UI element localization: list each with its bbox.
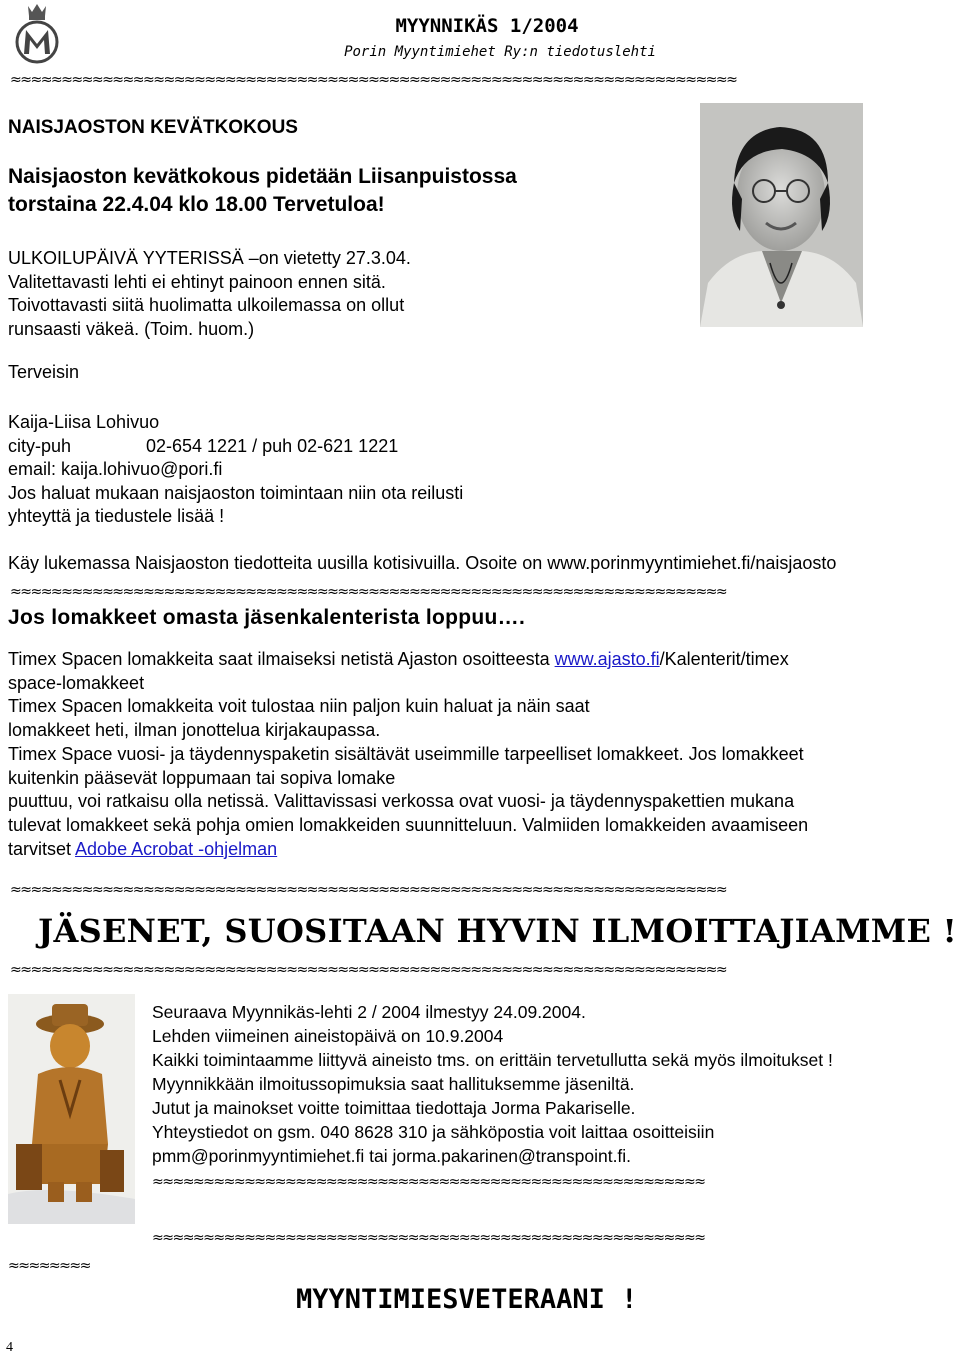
- website-note: Käy lukemassa Naisjaoston tiedotteita uusilla kotisivuilla. Osoite on www.porinmyyntimiehet.fi/naisjaosto: [8, 553, 837, 573]
- text-line: Kaikki toimintaamme liittyvä aineisto tms. on erittäin tervetullutta sekä myös ilmoitukset !: [152, 1050, 833, 1070]
- text-line: kuitenkin pääsevät loppumaan tai sopiva lomake: [8, 767, 396, 788]
- contact-email: email: kaija.lohivuo@pori.fi: [8, 459, 223, 479]
- phone-numbers: 02-654 1221 / puh 02-621 1221: [146, 435, 399, 456]
- contact-block: [8, 411, 708, 529]
- next-issue-info: [152, 1000, 960, 1168]
- text-line: Valitettavasti lehti ei ehtinyt painoon ennen sitä.: [8, 271, 386, 292]
- text-line: yhteyttä ja tiedustele lisää !: [8, 506, 225, 526]
- page-number: 4: [6, 1340, 13, 1355]
- wave-divider: ≈≈≈≈≈≈≈≈≈≈≈≈≈≈≈≈≈≈≈≈≈≈≈≈≈≈≈≈≈≈≈≈≈≈≈≈≈≈≈≈≈≈≈≈≈≈≈≈≈≈≈≈≈≈: [152, 1230, 705, 1246]
- portrait-photo: [700, 103, 863, 327]
- text-segment: Timex Spacen lomakkeita saat ilmaiseksi netistä Ajaston osoitteesta: [8, 649, 555, 669]
- newsletter-title: MYYNNIKÄS 1/2004: [395, 15, 579, 37]
- text-segment: tarvitset: [8, 838, 76, 859]
- text-line: Jos haluat mukaan naisjaoston toimintaan niin ota reilusti: [8, 482, 464, 503]
- wave-divider: ≈≈≈≈≈≈≈≈≈≈≈≈≈≈≈≈≈≈≈≈≈≈≈≈≈≈≈≈≈≈≈≈≈≈≈≈≈≈≈≈≈≈≈≈≈≈≈≈≈≈≈≈≈≈≈≈≈≈≈≈≈≈≈≈≈≈≈≈≈≈: [10, 882, 727, 898]
- text-line: Toivottavasti siitä huolimatta ulkoilemassa on ollut: [8, 295, 405, 315]
- text-line: Timex Spacen lomakkeita voit tulostaa niin paljon kuin haluat ja näin saat: [8, 696, 590, 717]
- greeting: Terveisin: [8, 362, 80, 382]
- text-line: Myynnikkään ilmoitussopimuksia saat hallituksemme jäseniltä.: [152, 1074, 635, 1094]
- calendar-heading: Jos lomakkeet omasta jäsenkalenterista loppuu….: [8, 606, 526, 629]
- wooden-figure-photo: [8, 994, 135, 1224]
- text-line: runsaasti väkeä. (Toim. huom.): [8, 318, 255, 339]
- wave-divider: ≈≈≈≈≈≈≈≈≈≈≈≈≈≈≈≈≈≈≈≈≈≈≈≈≈≈≈≈≈≈≈≈≈≈≈≈≈≈≈≈≈≈≈≈≈≈≈≈≈≈≈≈≈≈: [152, 1174, 705, 1190]
- text-line: pmm@porinmyyntimiehet.fi tai jorma.pakarinen@transpoint.fi.: [152, 1146, 632, 1166]
- newsletter-subtitle: Porin Myyntimiehet Ry:n tiedotuslehti: [344, 44, 656, 60]
- text-line: Jutut ja mainokset voitte toimittaa tiedottaja Jorma Pakariselle.: [152, 1098, 636, 1118]
- wave-divider: ≈≈≈≈≈≈≈≈≈≈≈≈≈≈≈≈≈≈≈≈≈≈≈≈≈≈≈≈≈≈≈≈≈≈≈≈≈≈≈≈≈≈≈≈≈≈≈≈≈≈≈≈≈≈≈≈≈≈≈≈≈≈≈≈≈≈≈≈≈≈: [10, 962, 727, 978]
- announcement-line: Naisjaoston kevätkokous pidetään Liisanpuistossa: [8, 165, 517, 188]
- outdoor-day-note: [8, 247, 688, 341]
- text-line: [8, 648, 953, 672]
- contact-name: Kaija-Liisa Lohivuo: [8, 412, 160, 432]
- contact-phone: [8, 435, 708, 459]
- phone-label: city-puh: [8, 435, 72, 456]
- adobe-acrobat-link[interactable]: Adobe Acrobat -ohjelman: [75, 838, 278, 859]
- text-line: lomakkeet heti, ilman jonottelua kirjakaupassa.: [8, 720, 381, 741]
- announcement-line: torstaina 22.4.04 klo 18.00 Tervetuloa!: [8, 193, 385, 216]
- veteran-heading: MYYNTIMIESVETERAANI !: [296, 1284, 638, 1315]
- calendar-text: [8, 648, 953, 861]
- text-segment: /Kalenterit/timex: [659, 649, 789, 669]
- text-line: ULKOILUPÄIVÄ YYTERISSÄ –on vietetty 27.3.04.: [8, 248, 411, 268]
- text-line: Timex Space vuosi- ja täydennyspaketin sisältävät useimmille tarpeelliset lomakkeet. Jos lomakkeet: [8, 743, 804, 764]
- text-line: [8, 838, 953, 862]
- text-line: puuttuu, voi ratkaisu olla netissä. Valittavissasi verkossa ovat vuosi- ja täydennyspakettien mukana: [8, 791, 795, 812]
- wave-divider: ≈≈≈≈≈≈≈≈: [8, 1258, 90, 1274]
- association-logo: [12, 2, 62, 64]
- wave-divider: ≈≈≈≈≈≈≈≈≈≈≈≈≈≈≈≈≈≈≈≈≈≈≈≈≈≈≈≈≈≈≈≈≈≈≈≈≈≈≈≈≈≈≈≈≈≈≈≈≈≈≈≈≈≈≈≈≈≈≈≈≈≈≈≈≈≈≈≈≈≈: [10, 584, 727, 600]
- ads-banner: JÄSENET, SUOSITAAN HYVIN ILMOITTAJIAMME !: [38, 912, 957, 950]
- text-line: Seuraava Myynnikäs-lehti 2 / 2004 ilmestyy 24.09.2004.: [152, 1002, 586, 1022]
- meeting-announcement: [8, 163, 688, 219]
- text-line: space-lomakkeet: [8, 672, 145, 693]
- wave-divider: ≈≈≈≈≈≈≈≈≈≈≈≈≈≈≈≈≈≈≈≈≈≈≈≈≈≈≈≈≈≈≈≈≈≈≈≈≈≈≈≈≈≈≈≈≈≈≈≈≈≈≈≈≈≈≈≈≈≈≈≈≈≈≈≈≈≈≈≈≈≈≈: [10, 72, 737, 88]
- text-line: tulevat lomakkeet sekä pohja omien lomakkeiden suunnitteluun. Valmiiden lomakkeiden avaamiseen: [8, 814, 809, 835]
- ajasto-link[interactable]: www.ajasto.fi: [554, 649, 660, 669]
- section-heading: NAISJAOSTON KEVÄTKOKOUS: [8, 117, 298, 138]
- text-line: Yhteystiedot on gsm. 040 8628 310 ja sähköpostia voit laittaa osoitteisiin: [152, 1122, 715, 1142]
- text-line: Lehden viimeinen aineistopäivä on 10.9.2004: [152, 1026, 504, 1046]
